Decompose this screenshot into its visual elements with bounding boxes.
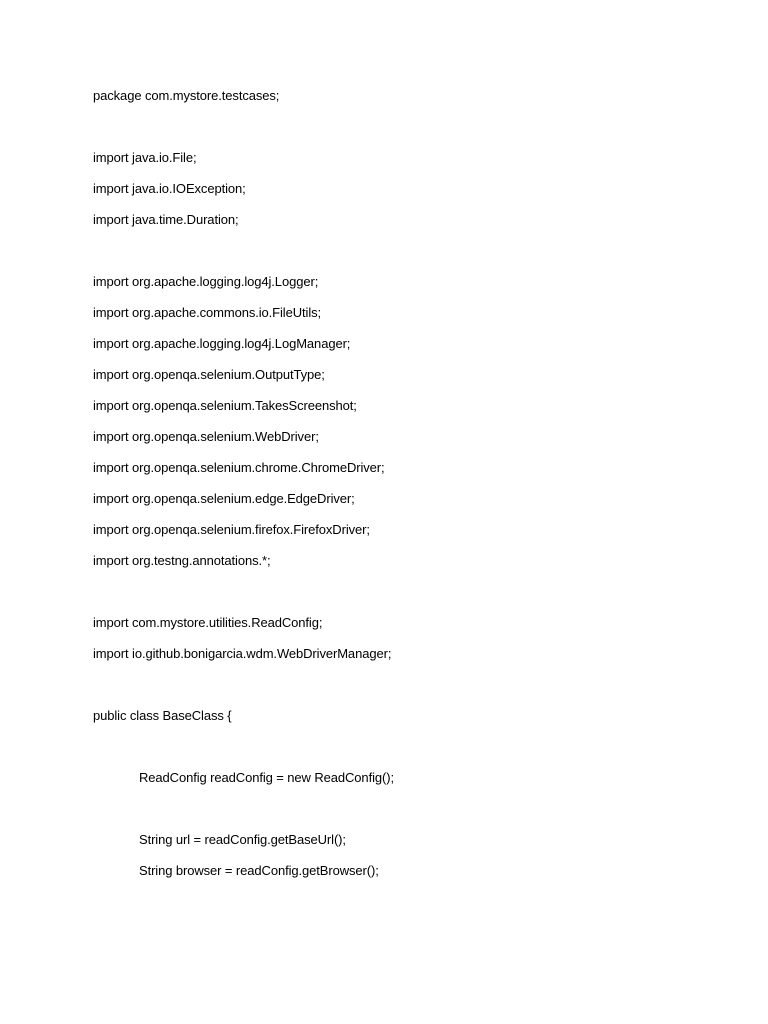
code-line: String browser = readConfig.getBrowser(); (139, 863, 379, 878)
code-line: package com.mystore.testcases; (93, 88, 280, 103)
code-line: import java.time.Duration; (93, 212, 239, 227)
code-line: import java.io.File; (93, 150, 197, 165)
blank-line (93, 799, 733, 830)
code-line: ReadConfig readConfig = new ReadConfig(); (139, 770, 394, 785)
code-line: public class BaseClass { (93, 708, 232, 723)
code-line: String url = readConfig.getBaseUrl(); (139, 832, 346, 847)
code-line: import org.openqa.selenium.OutputType; (93, 367, 325, 382)
blank-line (93, 737, 733, 768)
blank-line (93, 675, 733, 706)
code-line: import org.openqa.selenium.edge.EdgeDriver; (93, 491, 355, 506)
code-line: import io.github.bonigarcia.wdm.WebDriverManager; (93, 646, 392, 661)
code-line: import org.openqa.selenium.WebDriver; (93, 429, 319, 444)
code-line: import org.apache.commons.io.FileUtils; (93, 305, 322, 320)
blank-line (93, 117, 733, 148)
code-line: import org.openqa.selenium.chrome.ChromeDriver; (93, 460, 385, 475)
code-block (93, 86, 733, 892)
code-line: import java.io.IOException; (93, 181, 246, 196)
code-line: import org.testng.annotations.*; (93, 553, 271, 568)
code-line: import org.apache.logging.log4j.Logger; (93, 274, 319, 289)
blank-line (93, 241, 733, 272)
code-line: import com.mystore.utilities.ReadConfig; (93, 615, 323, 630)
code-line: import org.openqa.selenium.firefox.FirefoxDriver; (93, 522, 370, 537)
code-line: import org.apache.logging.log4j.LogManager; (93, 336, 351, 351)
blank-line (93, 582, 733, 613)
code-line: import org.openqa.selenium.TakesScreenshot; (93, 398, 357, 413)
